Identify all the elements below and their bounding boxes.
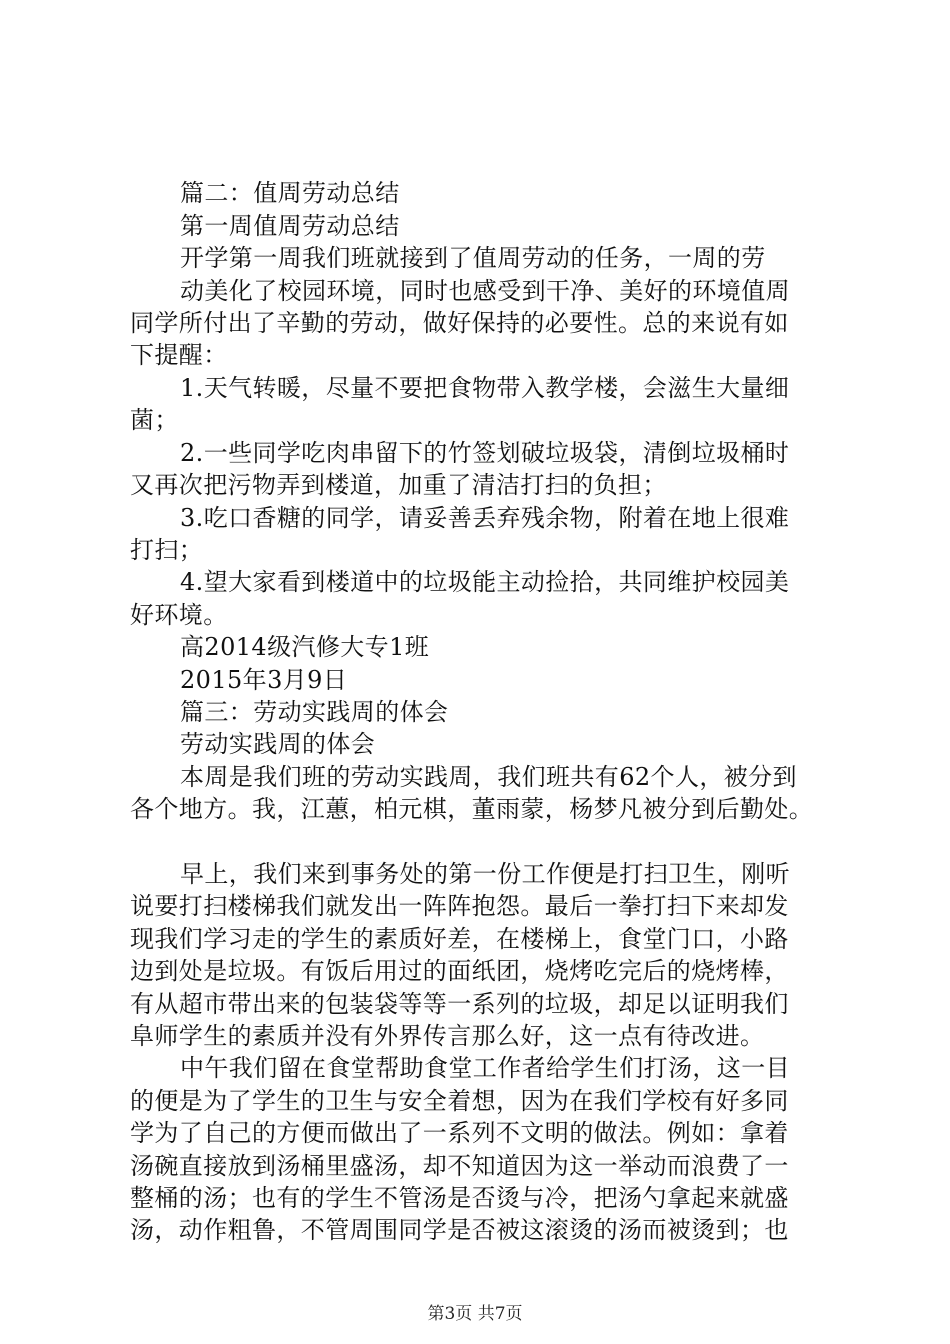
paragraph-line: 边到处是垃圾。有饭后用过的面纸团，烧烤吃完后的烧烤棒， <box>130 957 789 985</box>
paragraph-line: 现我们学习走的学生的素质好差，在楼梯上，食堂门口，小路 <box>130 925 789 953</box>
paragraph-line: 说要打扫楼梯我们就发出一阵阵抱怨。最后一拳打扫下来却发 <box>130 892 789 920</box>
paragraph-line: 汤碗直接放到汤桶里盛汤，却不知道因为这一举动而浪费了一 <box>130 1152 789 1180</box>
paragraph-line: 同学所付出了辛勤的劳动，做好保持的必要性。总的来说有如 <box>130 309 789 337</box>
paragraph-line: 有从超市带出来的包装袋等等一系列的垃圾，却足以证明我们 <box>130 990 789 1018</box>
paragraph-line: 阜师学生的素质并没有外界传言那么好，这一点有待改进。 <box>130 1022 765 1050</box>
list-item-line: 1.天气转暖，尽量不要把食物带入教学楼，会滋生大量细 <box>180 374 790 402</box>
paragraph-line: 下提醒： <box>130 341 228 369</box>
section-heading: 篇二：值周劳动总结 <box>180 179 400 207</box>
list-item-line: 菌； <box>130 406 179 434</box>
paragraph-line: 学为了自己的方便而做出了一系列不文明的做法。例如：拿着 <box>130 1119 789 1147</box>
paragraph-line: 各个地方。我，江蕙，柏元棋，董雨蒙，杨梦凡被分到后勤处。 <box>130 795 814 823</box>
list-item-line: 又再次把污物弄到楼道，加重了清洁打扫的负担； <box>130 471 667 499</box>
article-title: 劳动实践周的体会 <box>180 730 376 758</box>
paragraph-line: 动美化了校园环境，同时也感受到干净、美好的环境值周 <box>180 277 790 305</box>
paragraph-line: 早上，我们来到事务处的第一份工作便是打扫卫生，刚听 <box>180 860 790 888</box>
list-item-line: 3.吃口香糖的同学，请妥善丢弃残余物，附着在地上很难 <box>180 504 790 532</box>
list-item-line: 4.望大家看到楼道中的垃圾能主动捡拾，共同维护校园美 <box>180 568 790 596</box>
section-heading: 篇三：劳动实践周的体会 <box>180 698 449 726</box>
signature-date: 2015年3月9日 <box>180 666 348 694</box>
article-title: 第一周值周劳动总结 <box>180 212 400 240</box>
page-number-footer: 第3页 共7页 <box>427 1304 523 1324</box>
paragraph-line: 整桶的汤；也有的学生不管汤是否烫与冷，把汤勺拿起来就盛 <box>130 1184 789 1212</box>
paragraph-line: 汤，动作粗鲁，不管周围同学是否被这滚烫的汤而被烫到；也 <box>130 1216 789 1244</box>
list-item-line: 2.一些同学吃肉串留下的竹签划破垃圾袋，清倒垃圾桶时 <box>180 439 790 467</box>
list-item-line: 打扫； <box>130 536 204 564</box>
paragraph-line: 开学第一周我们班就接到了值周劳动的任务，一周的劳 <box>180 244 766 272</box>
list-item-line: 好环境。 <box>130 601 228 629</box>
paragraph-line: 本周是我们班的劳动实践周，我们班共有62个人，被分到 <box>180 763 797 791</box>
paragraph-line: 的便是为了学生的卫生与安全着想，因为在我们学校有好多同 <box>130 1087 789 1115</box>
paragraph-line: 中午我们留在食堂帮助食堂工作者给学生们打汤，这一目 <box>180 1054 790 1082</box>
signature-class: 高2014级汽修大专1班 <box>180 633 430 661</box>
